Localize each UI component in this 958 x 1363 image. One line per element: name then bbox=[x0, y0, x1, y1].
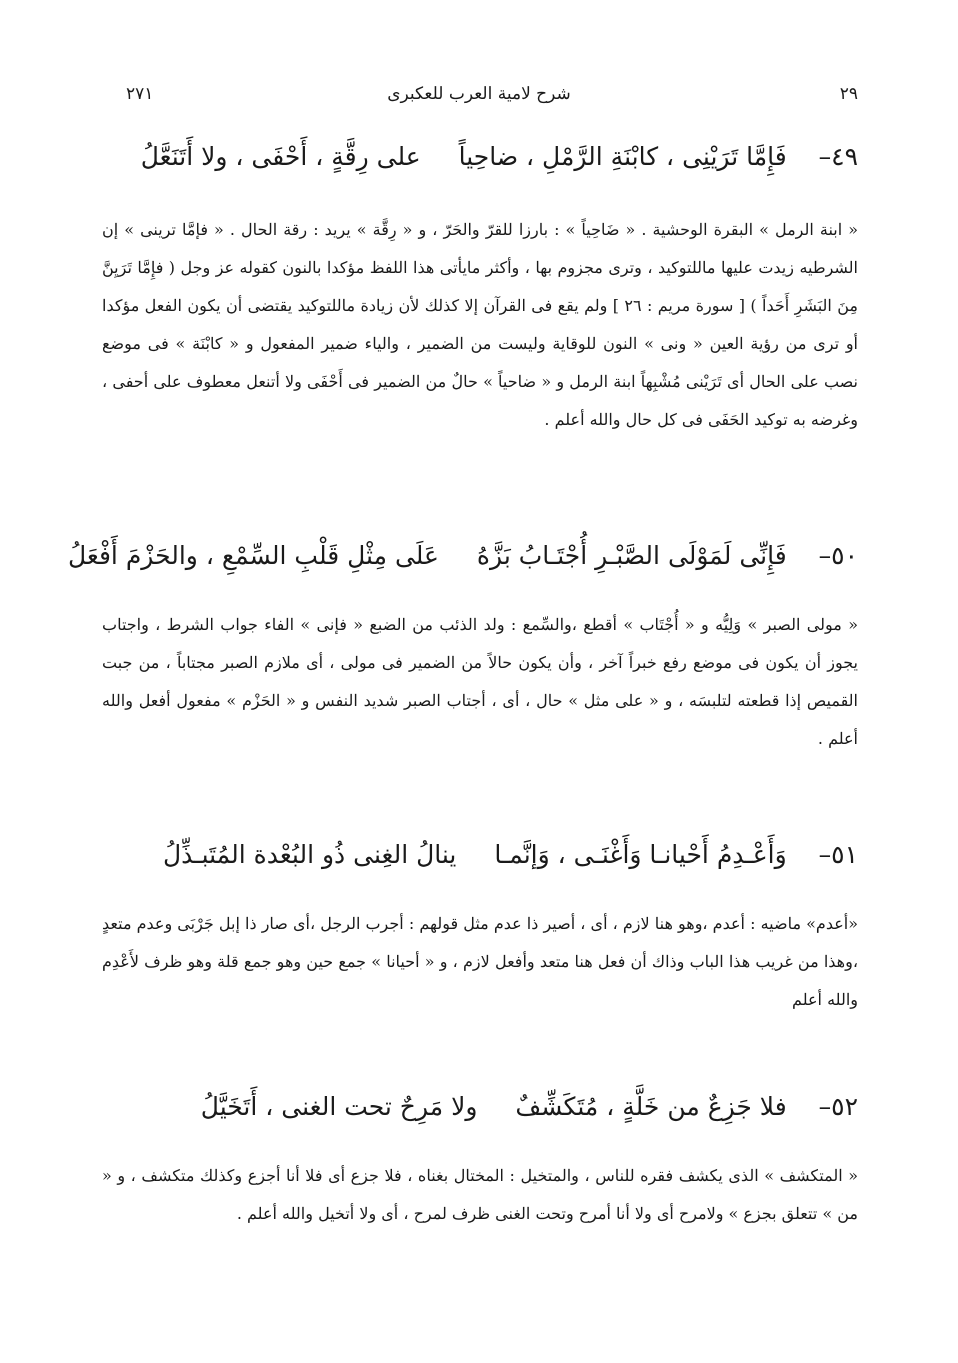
verse-50 bbox=[67, 536, 858, 576]
verse-hemistich-first: فَإِمَّا تَرَيْنِى ، كابْنَةِ الرَّمْلِ ، ضاحِياً bbox=[458, 142, 787, 171]
verse-number: ٥٠– bbox=[818, 541, 858, 570]
verse-hemistich-second: عَلَى مِثْلِ قَلْبِ السِّمْعِ ، والحَزْمَ أَفْعَلُ bbox=[67, 541, 439, 570]
verse-number: ٤٩– bbox=[818, 142, 858, 171]
commentary-text: « المتكشف » الذى يكشف فقره للناس ، والمتخيل : المختال بغناه ، فلا جزع أى فلا أنا أجزع وكذلك متكشف ، و « من » تتعلق بجزع » ولامرح أى ولا أنا أمرح وتحت الغنى ظرف لمرح ، أى ولا أتخيل والله أعلم . bbox=[102, 1166, 858, 1223]
verse-51 bbox=[162, 835, 858, 875]
verse-52 bbox=[165, 1087, 858, 1127]
page-header bbox=[100, 84, 858, 114]
verse-number: ٥٢– bbox=[818, 1092, 858, 1121]
verse-hemistich-first: وَأَعْـدِمُ أَحْيانـا وَأَغْنَـى ، وَإنَّمـا bbox=[494, 840, 787, 869]
running-title: شرح لامية العرب للعكبرى bbox=[387, 84, 571, 104]
verse-hemistich-second: ينالُ الغِنى ذُو البُعْدة المُتَبـذِّلُ bbox=[162, 840, 457, 869]
verse-hemistich-first: فلا جَزِعٌ من خَلَّةٍ ، مُتَكَشِّفٌ bbox=[515, 1092, 787, 1121]
commentary-text: « مولى الصبر » وَلِيُّه و « أُجْتَاب » أقطع ،والسِّمع : ولد الذئب من الضبع « فإنى » الفاء جواب الشرط ، واجتاب يجوز أن يكون فى موضع رفع خبراً آخر ، وأن يكون حالاً من الضمير فى مولى ، أى ملازم الصبر مجتاباً ، من جبت القميص إذا قطعته لتلبسَه ، و « على مثل » حال ، أى ، أجتاب الصبر شديد النفس و « الحَزْم » مفعول أفعل والله أعلم . bbox=[102, 615, 859, 748]
verse-number: ٥١– bbox=[818, 840, 858, 869]
commentary-49 bbox=[102, 211, 858, 439]
verse-hemistich-second: على رِقَّةٍ ، أَحْفَى ، ولا أَتَنَعَّلُ bbox=[140, 142, 421, 171]
verse-hemistich-first: فَإِنِّى لَمَوْلَى الصَّبْـرِ أُجْتَـابُ بَزَّهُ bbox=[476, 541, 787, 570]
verse-hemistich-second: ولا مَرِحٌ تحت الغنى ، أَتَخَيَّلُ bbox=[200, 1092, 478, 1121]
verse-49 bbox=[140, 137, 858, 177]
commentary-50 bbox=[102, 606, 858, 758]
page-number-original: ٢٩ bbox=[839, 84, 858, 104]
commentary-text: «أعدم» ماضيه : أعدم ،وهو هنا لازم ، أى ، أصير ذا عدم مثل قولهم : أجرب الرجل ،أى صار ذا إبل جَرْبَى وعدم متعدٍ ،وهذا من غريب هذا الباب وذاك أن فعل هنا متعد وأفعل لازم ، و « أحيانا » جمع حين وهو جمع قلة وهو ظرف لأَعْدِم والله أعلم bbox=[102, 914, 858, 1009]
page-number: ٢٧١ bbox=[126, 84, 154, 104]
commentary-51 bbox=[102, 905, 858, 1019]
commentary-text: « ابنة الرمل » البقرة الوحشية . « ضَاحِياً » : بارزا للقرّ والحَرّ ، و « رِقَّة » يريد : رقة الحال . « فإمَّا ترينى » إن الشرطيه زيدت عليها ماللتوكيد ، وترى مجزوم بها ، وأكثر مايأتى هذا اللفظ مؤكدا بالنون كقوله عز وجل ( فإِمَّا تَرَيِنَّ مِنَ البَشَرِ أَحَداً ) [ سورة مريم : ٢٦ ] ولم يقع فى القرآن إلا كذلك لأن زيادة ماللتوكيد يقتضى أن يكون الفعل مؤكدا أو ترى من رؤية العين « ونى » النون للوقاية وليست من الضمير ، والياء ضمير المفعول و « كابْنَة » فى موضع نصب على الحال أى تَرَيْنى مُشْبِهاً ابنة الرمل و « ضاحياً » حالٌ من الضمير فى أَحْفَى ولا أتنعل معطوف على أحفى ، وغرضه به توكيد الحَفَى فى كل حال والله أعلم . bbox=[102, 220, 859, 429]
commentary-52 bbox=[102, 1157, 858, 1233]
